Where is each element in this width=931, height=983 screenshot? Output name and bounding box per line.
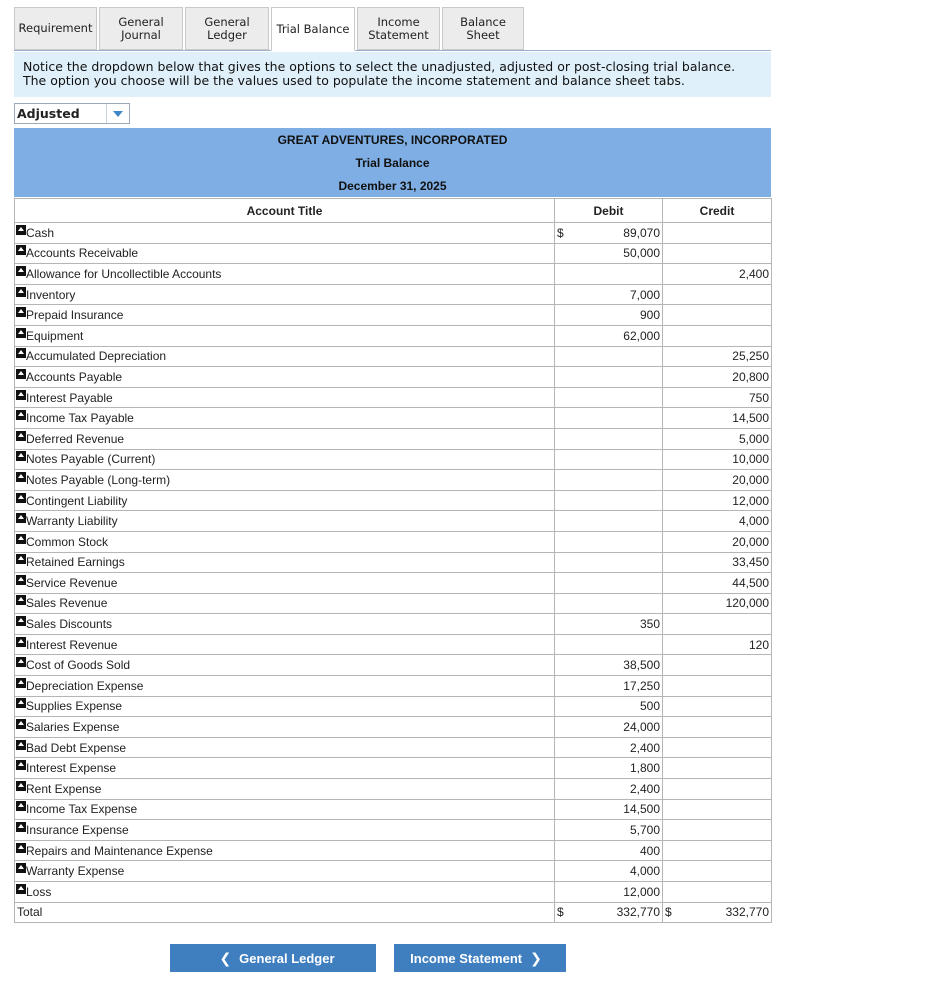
account-cell[interactable] [15, 758, 555, 779]
debit-value [570, 387, 663, 408]
account-title: Loss [26, 884, 52, 899]
drag-handle-icon[interactable] [16, 513, 26, 523]
table-row [15, 861, 772, 882]
account-cell[interactable] [15, 284, 555, 305]
credit-value [663, 614, 772, 635]
account-cell[interactable] [15, 840, 555, 861]
table-row [15, 325, 772, 346]
trial-balance-table [14, 198, 772, 923]
credit-value: 10,000 [663, 449, 772, 470]
table-row [15, 408, 772, 429]
report-header [14, 128, 771, 197]
credit-value: 12,000 [663, 490, 772, 511]
account-title: Contingent Liability [26, 493, 128, 508]
debit-value [570, 449, 663, 470]
account-title: Deferred Revenue [26, 431, 125, 446]
table-row [15, 511, 772, 532]
account-cell[interactable] [15, 614, 555, 635]
account-cell[interactable] [15, 490, 555, 511]
prev-button-label: General Ledger [239, 950, 335, 966]
credit-value [663, 655, 772, 676]
debit-value [570, 511, 663, 532]
drag-handle-icon[interactable] [16, 431, 26, 441]
credit-value: 120,000 [663, 593, 772, 614]
debit-value [570, 490, 663, 511]
table-row [15, 305, 772, 326]
next-income-statement-button[interactable] [394, 944, 566, 972]
account-title: Rent Expense [26, 781, 102, 796]
prev-general-ledger-button[interactable] [170, 944, 376, 972]
table-row [15, 387, 772, 408]
debit-value [570, 367, 663, 388]
debit-value: 89,070 [570, 223, 663, 244]
debit-value: 14,500 [570, 799, 663, 820]
dropdown-selected-value: Adjusted [15, 104, 107, 123]
debit-symbol [555, 511, 570, 532]
drag-handle-icon[interactable] [16, 225, 26, 235]
account-title: Bad Debt Expense [26, 740, 127, 755]
debit-value: 1,800 [570, 758, 663, 779]
drag-handle-icon[interactable] [16, 369, 26, 379]
account-title: Allowance for Uncollectible Accounts [26, 266, 222, 281]
account-title: Common Stock [26, 534, 109, 549]
account-title: Cash [26, 225, 55, 240]
debit-symbol [555, 779, 570, 800]
table-row [15, 428, 772, 449]
drag-handle-icon[interactable] [16, 348, 26, 358]
account-cell[interactable] [15, 387, 555, 408]
account-cell[interactable] [15, 552, 555, 573]
debit-symbol [555, 655, 570, 676]
account-cell[interactable] [15, 243, 555, 264]
instruction-notice [14, 52, 771, 97]
debit-symbol [555, 820, 570, 841]
account-cell[interactable] [15, 634, 555, 655]
account-cell[interactable] [15, 531, 555, 552]
total-credit-value: 332,770 [676, 902, 772, 923]
account-title: Income Tax Expense [26, 802, 138, 817]
table-row [15, 717, 772, 738]
table-row [15, 820, 772, 841]
account-cell[interactable] [15, 223, 555, 244]
table-row [15, 552, 772, 573]
table-row [15, 284, 772, 305]
debit-symbol [555, 573, 570, 594]
table-row [15, 676, 772, 697]
debit-value: 38,500 [570, 655, 663, 676]
account-title: Sales Discounts [26, 617, 113, 632]
credit-value: 2,400 [663, 264, 772, 285]
drag-handle-icon[interactable] [16, 822, 26, 832]
drag-handle-icon[interactable] [16, 616, 26, 626]
debit-value: 400 [570, 840, 663, 861]
credit-value [663, 758, 772, 779]
trial-balance-type-dropdown[interactable] [14, 103, 130, 124]
account-cell[interactable] [15, 408, 555, 429]
debit-symbol [555, 264, 570, 285]
credit-value [663, 223, 772, 244]
credit-value: 20,000 [663, 531, 772, 552]
account-cell[interactable] [15, 779, 555, 800]
credit-value: 750 [663, 387, 772, 408]
account-title: Warranty Liability [26, 514, 118, 529]
account-title: Salaries Expense [26, 720, 120, 735]
chevron-right-icon: ❯ [530, 949, 542, 966]
debit-value [570, 531, 663, 552]
credit-value [663, 840, 772, 861]
credit-value [663, 305, 772, 326]
drag-handle-icon[interactable] [16, 328, 26, 338]
debit-value [570, 634, 663, 655]
notice-line-1: Notice the dropdown below that gives the options to select the unadjusted, adjusted or post-closing trial balance. [23, 59, 736, 74]
drag-handle-icon[interactable] [16, 719, 26, 729]
debit-symbol [555, 346, 570, 367]
debit-symbol [555, 284, 570, 305]
table-row [15, 470, 772, 491]
account-cell[interactable] [15, 367, 555, 388]
drag-handle-icon[interactable] [16, 637, 26, 647]
drag-handle-icon[interactable] [16, 843, 26, 853]
total-debit-symbol: $ [555, 902, 570, 923]
credit-value: 4,000 [663, 511, 772, 532]
table-row [15, 655, 772, 676]
debit-value [570, 593, 663, 614]
debit-symbol [555, 882, 570, 903]
debit-value: 2,400 [570, 779, 663, 800]
table-row [15, 573, 772, 594]
chevron-left-icon: ❮ [219, 949, 232, 966]
account-title: Depreciation Expense [26, 678, 144, 693]
debit-value: 12,000 [570, 882, 663, 903]
drag-handle-icon[interactable] [16, 410, 26, 420]
drag-handle-icon[interactable] [16, 863, 26, 873]
debit-symbol [555, 799, 570, 820]
debit-value: 24,000 [570, 717, 663, 738]
drag-handle-icon[interactable] [16, 781, 26, 791]
drag-handle-icon[interactable] [16, 698, 26, 708]
drag-handle-icon[interactable] [16, 287, 26, 297]
credit-value [663, 696, 772, 717]
table-header-row [15, 199, 772, 223]
total-row [15, 902, 772, 923]
table-row [15, 614, 772, 635]
table-row [15, 346, 772, 367]
report-title: Trial Balance [355, 156, 430, 170]
account-cell[interactable] [15, 676, 555, 697]
account-title: Accounts Payable [26, 369, 123, 384]
debit-symbol [555, 325, 570, 346]
debit-value: 500 [570, 696, 663, 717]
credit-value [663, 882, 772, 903]
account-cell[interactable] [15, 428, 555, 449]
account-cell[interactable] [15, 573, 555, 594]
debit-value: 5,700 [570, 820, 663, 841]
account-title: Retained Earnings [26, 555, 125, 570]
debit-value [570, 264, 663, 285]
account-title: Prepaid Insurance [26, 308, 124, 323]
debit-symbol [555, 428, 570, 449]
credit-value [663, 820, 772, 841]
account-title: Supplies Expense [26, 699, 123, 714]
debit-symbol [555, 490, 570, 511]
table-row [15, 779, 772, 800]
credit-value: 25,250 [663, 346, 772, 367]
drag-handle-icon[interactable] [16, 595, 26, 605]
total-debit-value: 332,770 [570, 902, 663, 923]
company-name: GREAT ADVENTURES, INCORPORATED [277, 133, 508, 147]
debit-value: 4,000 [570, 861, 663, 882]
tab-general-ledger[interactable]: General Ledger [185, 7, 269, 50]
debit-symbol [555, 861, 570, 882]
account-title: Insurance Expense [26, 823, 129, 838]
total-label: Total [15, 902, 555, 923]
tab-income-statement[interactable]: Income Statement [357, 7, 440, 50]
notice-line-2: The option you choose will be the values used to populate the income statement and balance sheet tabs. [23, 73, 685, 88]
credit-value: 20,800 [663, 367, 772, 388]
table-row [15, 223, 772, 244]
debit-value [570, 573, 663, 594]
table-row [15, 634, 772, 655]
credit-value [663, 243, 772, 264]
debit-symbol [555, 408, 570, 429]
account-title: Repairs and Maintenance Expense [26, 843, 213, 858]
drag-handle-icon[interactable] [16, 801, 26, 811]
debit-symbol [555, 593, 570, 614]
credit-value [663, 779, 772, 800]
credit-value: 120 [663, 634, 772, 655]
table-row [15, 758, 772, 779]
table-row [15, 243, 772, 264]
account-cell[interactable] [15, 717, 555, 738]
debit-value [570, 428, 663, 449]
debit-value [570, 552, 663, 573]
tab-balance-sheet[interactable]: Balance Sheet [442, 7, 524, 50]
credit-value: 44,500 [663, 573, 772, 594]
debit-symbol [555, 470, 570, 491]
drag-handle-icon[interactable] [16, 554, 26, 564]
debit-value: 7,000 [570, 284, 663, 305]
credit-value: 5,000 [663, 428, 772, 449]
next-button-label: Income Statement [410, 950, 523, 966]
table-row [15, 840, 772, 861]
total-credit-symbol: $ [663, 902, 676, 923]
account-title: Interest Payable [26, 390, 113, 405]
account-title: Accounts Receivable [26, 246, 139, 261]
debit-symbol [555, 614, 570, 635]
column-header-credit: Credit [663, 199, 772, 223]
account-title: Notes Payable (Long-term) [26, 472, 171, 487]
account-cell[interactable] [15, 737, 555, 758]
account-cell[interactable] [15, 449, 555, 470]
drag-handle-icon[interactable] [16, 740, 26, 750]
drag-handle-icon[interactable] [16, 266, 26, 276]
debit-symbol [555, 387, 570, 408]
debit-symbol [555, 531, 570, 552]
debit-symbol [555, 634, 570, 655]
table-row [15, 531, 772, 552]
debit-value: 17,250 [570, 676, 663, 697]
debit-value: 50,000 [570, 243, 663, 264]
drag-handle-icon[interactable] [16, 884, 26, 894]
account-cell[interactable] [15, 470, 555, 491]
account-title: Interest Revenue [26, 637, 118, 652]
drag-handle-icon[interactable] [16, 493, 26, 503]
tab-requirement[interactable]: Requirement [14, 7, 97, 50]
account-title: Sales Revenue [26, 596, 108, 611]
drag-handle-icon[interactable] [16, 245, 26, 255]
drag-handle-icon[interactable] [16, 657, 26, 667]
drag-handle-icon[interactable] [16, 307, 26, 317]
account-cell[interactable] [15, 264, 555, 285]
account-title: Accumulated Depreciation [26, 349, 167, 364]
debit-value [570, 408, 663, 429]
drag-handle-icon[interactable] [16, 678, 26, 688]
account-cell[interactable] [15, 882, 555, 903]
account-title: Warranty Expense [26, 864, 125, 879]
credit-value: 33,450 [663, 552, 772, 573]
table-row [15, 264, 772, 285]
debit-value: 2,400 [570, 737, 663, 758]
drag-handle-icon[interactable] [16, 451, 26, 461]
account-cell[interactable] [15, 305, 555, 326]
debit-value [570, 470, 663, 491]
account-cell[interactable] [15, 861, 555, 882]
account-cell[interactable] [15, 346, 555, 367]
account-title: Income Tax Payable [26, 411, 134, 426]
drag-handle-icon[interactable] [16, 575, 26, 585]
credit-value [663, 737, 772, 758]
debit-symbol [555, 676, 570, 697]
credit-value [663, 861, 772, 882]
account-cell[interactable] [15, 655, 555, 676]
table-row [15, 490, 772, 511]
account-cell[interactable] [15, 696, 555, 717]
credit-value [663, 717, 772, 738]
table-row [15, 737, 772, 758]
debit-value [570, 346, 663, 367]
account-title: Cost of Goods Sold [26, 658, 131, 673]
drag-handle-icon[interactable] [16, 390, 26, 400]
table-row [15, 799, 772, 820]
debit-symbol [555, 367, 570, 388]
table-row [15, 882, 772, 903]
debit-symbol [555, 717, 570, 738]
account-title: Interest Expense [26, 761, 117, 776]
debit-value: 900 [570, 305, 663, 326]
credit-value [663, 284, 772, 305]
credit-value [663, 325, 772, 346]
debit-symbol: $ [555, 223, 570, 244]
account-cell[interactable] [15, 820, 555, 841]
credit-value: 14,500 [663, 408, 772, 429]
account-title: Equipment [26, 328, 84, 343]
account-cell[interactable] [15, 511, 555, 532]
account-cell[interactable] [15, 325, 555, 346]
credit-value: 20,000 [663, 470, 772, 491]
account-title: Inventory [26, 287, 76, 302]
account-title: Notes Payable (Current) [26, 452, 156, 467]
column-header-account-title: Account Title [15, 199, 555, 223]
debit-symbol [555, 449, 570, 470]
account-title: Service Revenue [26, 575, 118, 590]
chevron-down-icon[interactable] [107, 111, 129, 117]
debit-symbol [555, 305, 570, 326]
table-row [15, 696, 772, 717]
debit-symbol [555, 696, 570, 717]
debit-symbol [555, 243, 570, 264]
report-date: December 31, 2025 [338, 179, 447, 193]
table-row [15, 593, 772, 614]
account-cell[interactable] [15, 593, 555, 614]
drag-handle-icon[interactable] [16, 760, 26, 770]
table-row [15, 449, 772, 470]
debit-symbol [555, 552, 570, 573]
table-row [15, 367, 772, 388]
drag-handle-icon[interactable] [16, 534, 26, 544]
tab-trial-balance[interactable]: Trial Balance [271, 7, 355, 51]
debit-symbol [555, 758, 570, 779]
debit-symbol [555, 737, 570, 758]
debit-value: 350 [570, 614, 663, 635]
credit-value [663, 676, 772, 697]
tab-general-journal[interactable]: General Journal [99, 7, 183, 50]
debit-symbol [555, 840, 570, 861]
debit-value: 62,000 [570, 325, 663, 346]
account-cell[interactable] [15, 799, 555, 820]
column-header-debit: Debit [555, 199, 663, 223]
credit-value [663, 799, 772, 820]
tab-divider [14, 50, 771, 51]
drag-handle-icon[interactable] [16, 472, 26, 482]
